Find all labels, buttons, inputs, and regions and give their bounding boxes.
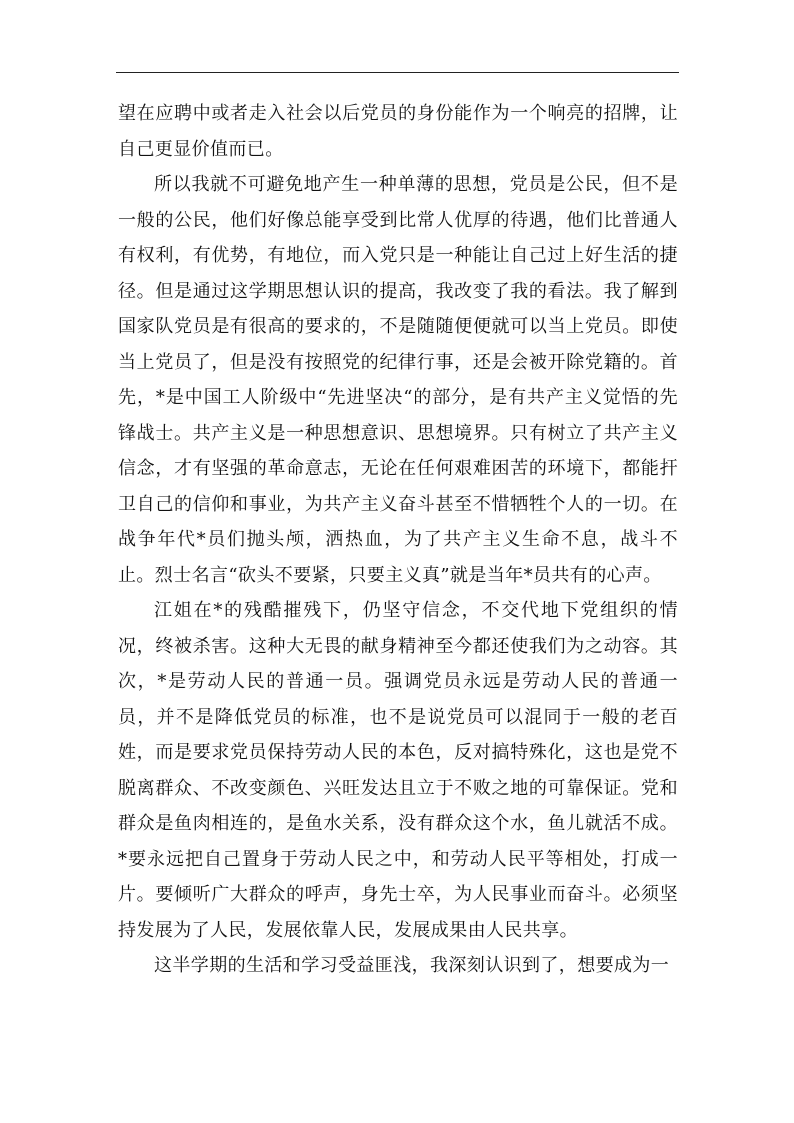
header-rule	[116, 72, 679, 73]
paragraph-continued: 望在应聘中或者走入社会以后党员的身份能作为一个响亮的招牌，让自己更显价值而已。	[118, 103, 678, 160]
paragraph-semester-reflection: 这半学期的生活和学习受益匪浅，我深刻认识到了，想要成为一	[154, 955, 670, 976]
paragraph-party-member-thoughts: 所以我就不可避免地产生一种单薄的思想，党员是公民，但不是一般的公民，他们好像总能享受到比常人优厚的待遇，他们比普通人有权利，有优势，有地位，而入党只是一种能让自己过上好生活的捷径。但是通过这学期思想认识的提高，我改变了我的看法。我了解到国家队党员是有很高的要求的，不是随随便便就可以当上党员。即使当上党员了，但是没有按照党的纪律行事，还是会被开除党籍的。首先，*是中国工人阶级中“先进坚决“的部分，是有共产主义觉悟的先锋战士。共产主义是一种思想意识、思想境界。只有树立了共产主义信念，才有坚强的革命意志，无论在任何艰难困苦的环境下，都能扞卫自己的信仰和事业，为共产主义奋斗甚至不惜牺牲个人的一切。在战争年代*员们抛头颅，洒热血，为了共产主义生命不息，战斗不止。烈士名言“砍头不要紧，只要主义真”就是当年*员共有的心声。	[118, 174, 678, 586]
document-body	[118, 96, 678, 984]
paragraph-jiang-jie: 江姐在*的残酷摧残下，仍坚守信念，不交代地下党组织的情况，终被杀害。这种大无畏的献身精神至今都还使我们为之动容。其次，*是劳动人民的普通一员。强调党员永远是劳动人民的普通一员，并不是降低党员的标准，也不是说党员可以混同于一般的老百姓，而是要求党员保持劳动人民的本色，反对搞特殊化，这也是党不脱离群众、不改变颜色、兴旺发达且立于不败之地的可靠保证。党和群众是鱼肉相连的，是鱼水关系，没有群众这个水，鱼儿就活不成。*要永远把自己置身于劳动人民之中，和劳动人民平等相处，打成一片。要倾听广大群众的呼声，身先士卒，为人民事业而奋斗。必须坚持发展为了人民，发展依靠人民，发展成果由人民共享。	[118, 600, 678, 941]
